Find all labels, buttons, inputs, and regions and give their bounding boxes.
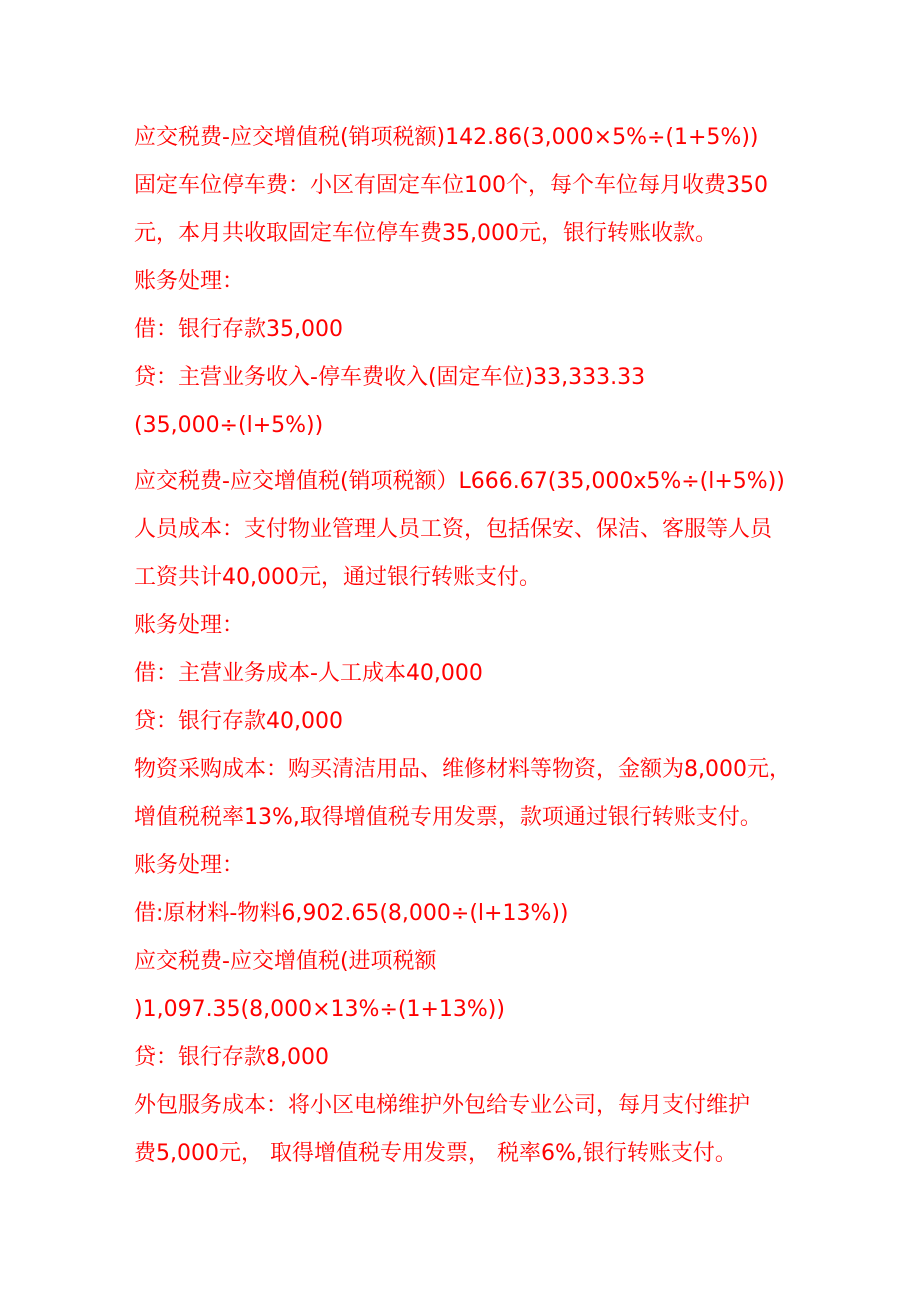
text-line: 应交税费-应交增值税(销项税额)142.86(3,000×5%÷(1+5%)) xyxy=(134,125,759,150)
text-line: 固定车位停车费：小区有固定车位100个，每个车位每月收费350 xyxy=(134,173,768,198)
text-line: )1,097.35(8,000×13%÷(1+13%)) xyxy=(134,997,505,1022)
paragraph-gap xyxy=(134,450,814,458)
text-line: 应交税费-应交增值税(进项税额 xyxy=(134,949,437,974)
text-line: 贷：主营业务收入-停车费收入(固定车位)33,333.33 xyxy=(134,365,646,390)
text-line: 贷：银行存款8,000 xyxy=(134,1045,329,1070)
text-line: 账务处理： xyxy=(134,613,245,638)
text-line: 借：银行存款35,000 xyxy=(134,317,343,342)
text-line: 人员成本：支付物业管理人员工资，包括保安、保洁、客服等人员 xyxy=(134,517,773,542)
text-line: (35,000÷(l+5%)) xyxy=(134,413,324,438)
text-line: 工资共计40,000元，通过银行转账支付。 xyxy=(134,565,541,590)
text-line: 外包服务成本：将小区电梯维护外包给专业公司，每月支付维护 xyxy=(134,1093,751,1118)
text-line: 应交税费-应交增值税(销项税额）L666.67(35,000x5%÷(l+5%)) xyxy=(134,469,785,494)
text-line: 借:原材料-物料6,902.65(8,000÷(l+13%)) xyxy=(134,901,569,926)
text-line: 贷：银行存款40,000 xyxy=(134,709,343,734)
text-line: 元，本月共收取固定车位停车费35,000元，银行转账收款。 xyxy=(134,221,717,246)
text-line: 增值税税率13%,取得增值税专用发票，款项通过银行转账支付。 xyxy=(134,805,762,830)
document-body xyxy=(134,114,814,1178)
text-line: 账务处理： xyxy=(134,269,245,294)
text-line: 物资采购成本：购买清洁用品、维修材料等物资，金额为8,000元， xyxy=(134,757,791,782)
text-line: 账务处理： xyxy=(134,853,245,878)
text-line: 费5,000元， 取得增值税专用发票， 税率6%,银行转账支付。 xyxy=(134,1141,737,1166)
text-line: 借：主营业务成本-人工成本40,000 xyxy=(134,661,483,686)
